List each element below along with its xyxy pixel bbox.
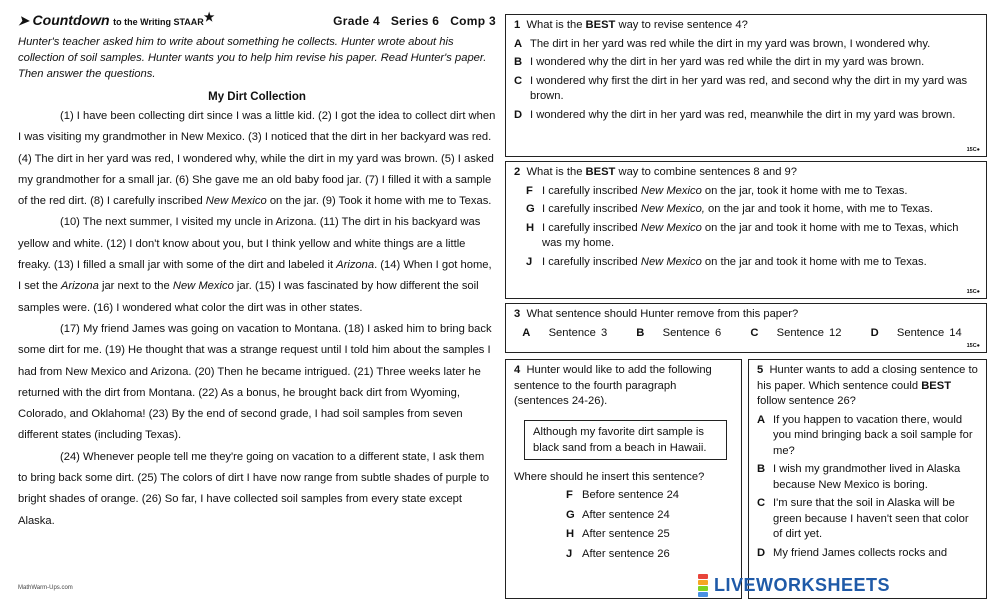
option-text: I wish my grandmother lived in Alaska because New Mexico is boring. <box>773 463 961 491</box>
question-3-box <box>505 303 987 353</box>
option-letter: A <box>522 326 531 339</box>
q2-option-f[interactable] <box>526 184 978 200</box>
opt-italic: New Mexico, <box>640 203 705 215</box>
option-text: Sentence 6 <box>662 326 722 339</box>
question-4-stem <box>514 363 733 410</box>
option-letter: B <box>757 463 766 475</box>
option-text: After sentence 25 <box>582 528 670 540</box>
q5-number: 5 <box>757 364 764 376</box>
option-letter: D <box>757 546 766 559</box>
q3-option-b[interactable] <box>636 327 729 339</box>
option-text: Sentence 14 <box>896 326 962 339</box>
option-text: Before sentence 24 <box>582 489 680 501</box>
liveworksheets-watermark <box>698 574 890 598</box>
option-text: I wondered why first the dirt in her yard was red, and second why the dirt in my yard was brown. <box>530 74 968 102</box>
opt-b: on the jar, took it home with me to Texas. <box>704 184 908 197</box>
q5-option-b[interactable] <box>757 462 978 493</box>
page-header <box>18 12 496 34</box>
option-letter: J <box>566 547 573 560</box>
q5-pre: Hunter wants to add a closing sentence to his paper. Which sentence could <box>757 364 978 392</box>
paragraph-2 <box>18 212 496 318</box>
opt-a: I carefully inscribed <box>542 255 638 268</box>
p2-italic-3: New Mexico <box>172 280 234 293</box>
q2-option-h[interactable] <box>526 221 978 252</box>
q2-option-j[interactable] <box>526 255 978 271</box>
option-letter: C <box>750 326 759 339</box>
option-letter: A <box>514 37 523 50</box>
series-label: Series 6 <box>390 14 440 28</box>
q1-option-d[interactable] <box>514 108 978 124</box>
paragraph-3: (17) My friend James was going on vacation to Montana. (18) I asked him to bring back some dirt for me. (19) He thought that was a strange request until I told him about the samples I had from New Mexico and Arizona. (20) Then he became intrigued. (21) Three weeks later he returned with the dirt from Montana. (22) As a bonus, he brought back dirt from Wyoming, Colorado, and Oklahoma! (23) By the end of second grade, I had soil samples from seven different states (including Texas). <box>18 322 492 442</box>
grade-label: Grade 4 <box>333 14 380 28</box>
comp-label: Comp 3 <box>450 14 496 28</box>
p1-text-a: (1) I have been collecting dirt since I was a little kid. (2) I got the idea to collect dirt when I was visiting my grandmother in New Mexico. (3) I noticed that the dirt in her backyard was red. (4) The dirt in her yard was red, I wondered why, while the dirt in my yard was brown. (5) I asked my grandmother for a small jar. (6) She gave me an old baby food jar. (7) I filled it with a sample of the red dirt. (8) I carefully inscribed <box>18 110 496 208</box>
option-text: After sentence 24 <box>582 508 670 521</box>
option-text: Sentence 12 <box>776 326 842 339</box>
q2-number: 2 <box>514 166 521 178</box>
question-4-box <box>505 359 742 599</box>
q3-option-d[interactable] <box>871 327 970 339</box>
option-text <box>542 255 978 271</box>
option-letter: H <box>566 528 575 540</box>
passage-column <box>18 12 496 532</box>
option-text: Sentence 3 <box>548 326 608 339</box>
standard-code: 15C● <box>966 289 980 295</box>
q2-post: way to combine sentences 8 and 9? <box>618 166 797 178</box>
q4-option-h[interactable] <box>566 527 733 543</box>
option-text: After sentence 26 <box>582 547 670 560</box>
opt-italic: New Mexico <box>640 184 702 197</box>
option-letter: F <box>566 489 573 501</box>
opt-b: on the jar and took it home with me to Texas. <box>704 255 927 268</box>
q1-bold: BEST <box>585 19 616 31</box>
q4-option-j[interactable] <box>566 547 733 563</box>
passage-title: My Dirt Collection <box>208 91 306 103</box>
q4-option-f[interactable] <box>566 488 733 504</box>
q3-number: 3 <box>514 308 521 320</box>
option-letter: B <box>636 326 645 339</box>
option-text: My friend James collects rocks and <box>773 546 948 559</box>
p2-text-c: jar next to the <box>101 280 170 293</box>
q4-option-g[interactable] <box>566 508 733 524</box>
option-letter: A <box>757 413 766 426</box>
q2-options <box>526 184 978 271</box>
option-letter: D <box>514 108 523 121</box>
q3-option-a[interactable] <box>522 327 615 339</box>
opt-italic: New Mexico <box>640 221 702 234</box>
standard-code: 15C● <box>966 147 980 153</box>
q5-option-a[interactable] <box>757 413 978 460</box>
option-text: If you happen to vacation there, would you mind bringing back a soil sample for me? <box>773 413 973 457</box>
q1-post: way to revise sentence 4? <box>618 19 748 31</box>
paragraph-4: (24) Whenever people tell me they're going on vacation to a different state, I ask them to bring back some dirt. (25) The colors of dirt I have now range from subtle shades of purple to bright shades of orange. (26) So far, I have collected soil samples from every state except Alaska. <box>18 450 490 527</box>
option-text: I wondered why the dirt in her yard was red while the dirt in my yard was brown. <box>530 56 925 68</box>
question-5-stem <box>757 363 978 410</box>
option-text <box>542 184 978 200</box>
q1-number: 1 <box>514 19 521 31</box>
logo-main: Countdown <box>32 12 110 28</box>
q3-text: What sentence should Hunter remove from this paper? <box>526 308 799 320</box>
opt-b: on the jar and took it home with me to Texas, which was my home. <box>542 221 959 249</box>
option-letter: H <box>526 221 535 234</box>
p2-text-a: (10) The next summer, I visited my uncle in Arizona. (11) The dirt in his backyard was yellow and white. (12) I don't know about you, but I think yellow and white things are a little freaky. (13) I filled a small jar with some of the dirt and labeled it <box>18 216 481 272</box>
standard-code: 15C● <box>966 343 980 349</box>
q1-option-b[interactable] <box>514 55 978 71</box>
q4-text: Hunter would like to add the following sentence to the fourth paragraph (sentences 24-26). <box>514 364 712 407</box>
option-letter: G <box>566 508 575 521</box>
option-letter: C <box>757 497 766 509</box>
p2-italic-1: Arizona <box>336 259 375 272</box>
liveworksheets-logo-icon <box>698 574 710 598</box>
option-letter: B <box>514 56 523 68</box>
q1-pre: What is the <box>526 19 583 31</box>
option-text <box>542 202 978 218</box>
option-letter: F <box>526 184 533 197</box>
p2-text-d: jar. (15) I was fascinated by how different the soil samples were. (16) I wondered what color the dirt was in other states. <box>18 280 479 314</box>
opt-a: I carefully inscribed <box>542 184 638 197</box>
option-letter: C <box>514 74 523 87</box>
p1-italic: New Mexico <box>205 195 267 208</box>
option-letter: J <box>526 255 533 268</box>
q5-option-d[interactable] <box>757 546 978 562</box>
question-1-box <box>505 14 987 157</box>
q5-post: follow sentence 26? <box>757 395 856 407</box>
opt-b: on the jar and took it home, with me to Texas. <box>708 203 933 215</box>
question-1-stem <box>514 18 978 34</box>
q5-bold: BEST <box>921 379 952 392</box>
grade-series-comp <box>333 14 496 28</box>
q1-option-a[interactable] <box>514 37 978 53</box>
option-text: I wondered why the dirt in her yard was red, meanwhile the dirt in my yard was brown. <box>530 108 956 121</box>
p2-text-b: . (14) When I got home, I set the <box>18 259 492 293</box>
question-3-stem <box>514 307 978 323</box>
question-2-stem <box>514 165 978 181</box>
countdown-logo <box>18 12 215 29</box>
option-letter: D <box>870 326 879 339</box>
opt-italic: New Mexico <box>640 255 702 268</box>
opt-a: I carefully inscribed <box>542 221 638 234</box>
q4-options <box>566 488 733 562</box>
p1-text-b: on the jar. (9) Took it home with me to Texas. <box>269 195 492 208</box>
q2-option-g[interactable] <box>526 202 978 218</box>
question-2-box <box>505 161 987 299</box>
q2-pre: What is the <box>526 166 583 178</box>
q4-number: 4 <box>514 364 521 376</box>
option-text: The dirt in her yard was red while the dirt in my yard was brown, I wondered why. <box>530 37 931 50</box>
paragraph-1 <box>18 106 496 212</box>
option-letter: G <box>526 203 535 215</box>
option-text: I'm sure that the soil in Alaska will be green because I haven't seen that color of dirt yet. <box>773 497 969 540</box>
watermark-text: LIVEWORKSHEETS <box>714 574 891 595</box>
q2-bold: BEST <box>585 166 616 178</box>
q1-option-c[interactable] <box>514 74 978 105</box>
q5-option-c[interactable] <box>757 496 978 543</box>
intro-text: Hunter's teacher asked him to write about something he collects. Hunter wrote about his collection of soil samples. Hunter wants you to help him revise his paper. Read Hunter's paper. Then answer the questions. <box>18 36 487 80</box>
q3-option-c[interactable] <box>750 327 849 339</box>
logo-sub: to the Writing STAAR <box>113 17 204 27</box>
question-5-box <box>748 359 987 599</box>
inserted-sentence-box: Although my favorite dirt sample is black sand from a beach in Hawaii. <box>524 420 727 460</box>
q4-ask: Where should he insert this sentence? <box>514 470 705 483</box>
p2-italic-2: Arizona <box>60 280 99 293</box>
logo-arrow-icon: ➤ <box>18 13 29 28</box>
q3-options <box>514 327 978 339</box>
star-icon: ★ <box>203 10 215 24</box>
footer-url: MathWarm-Ups.com <box>18 585 73 591</box>
opt-a: I carefully inscribed <box>542 203 638 215</box>
option-text <box>542 221 978 252</box>
